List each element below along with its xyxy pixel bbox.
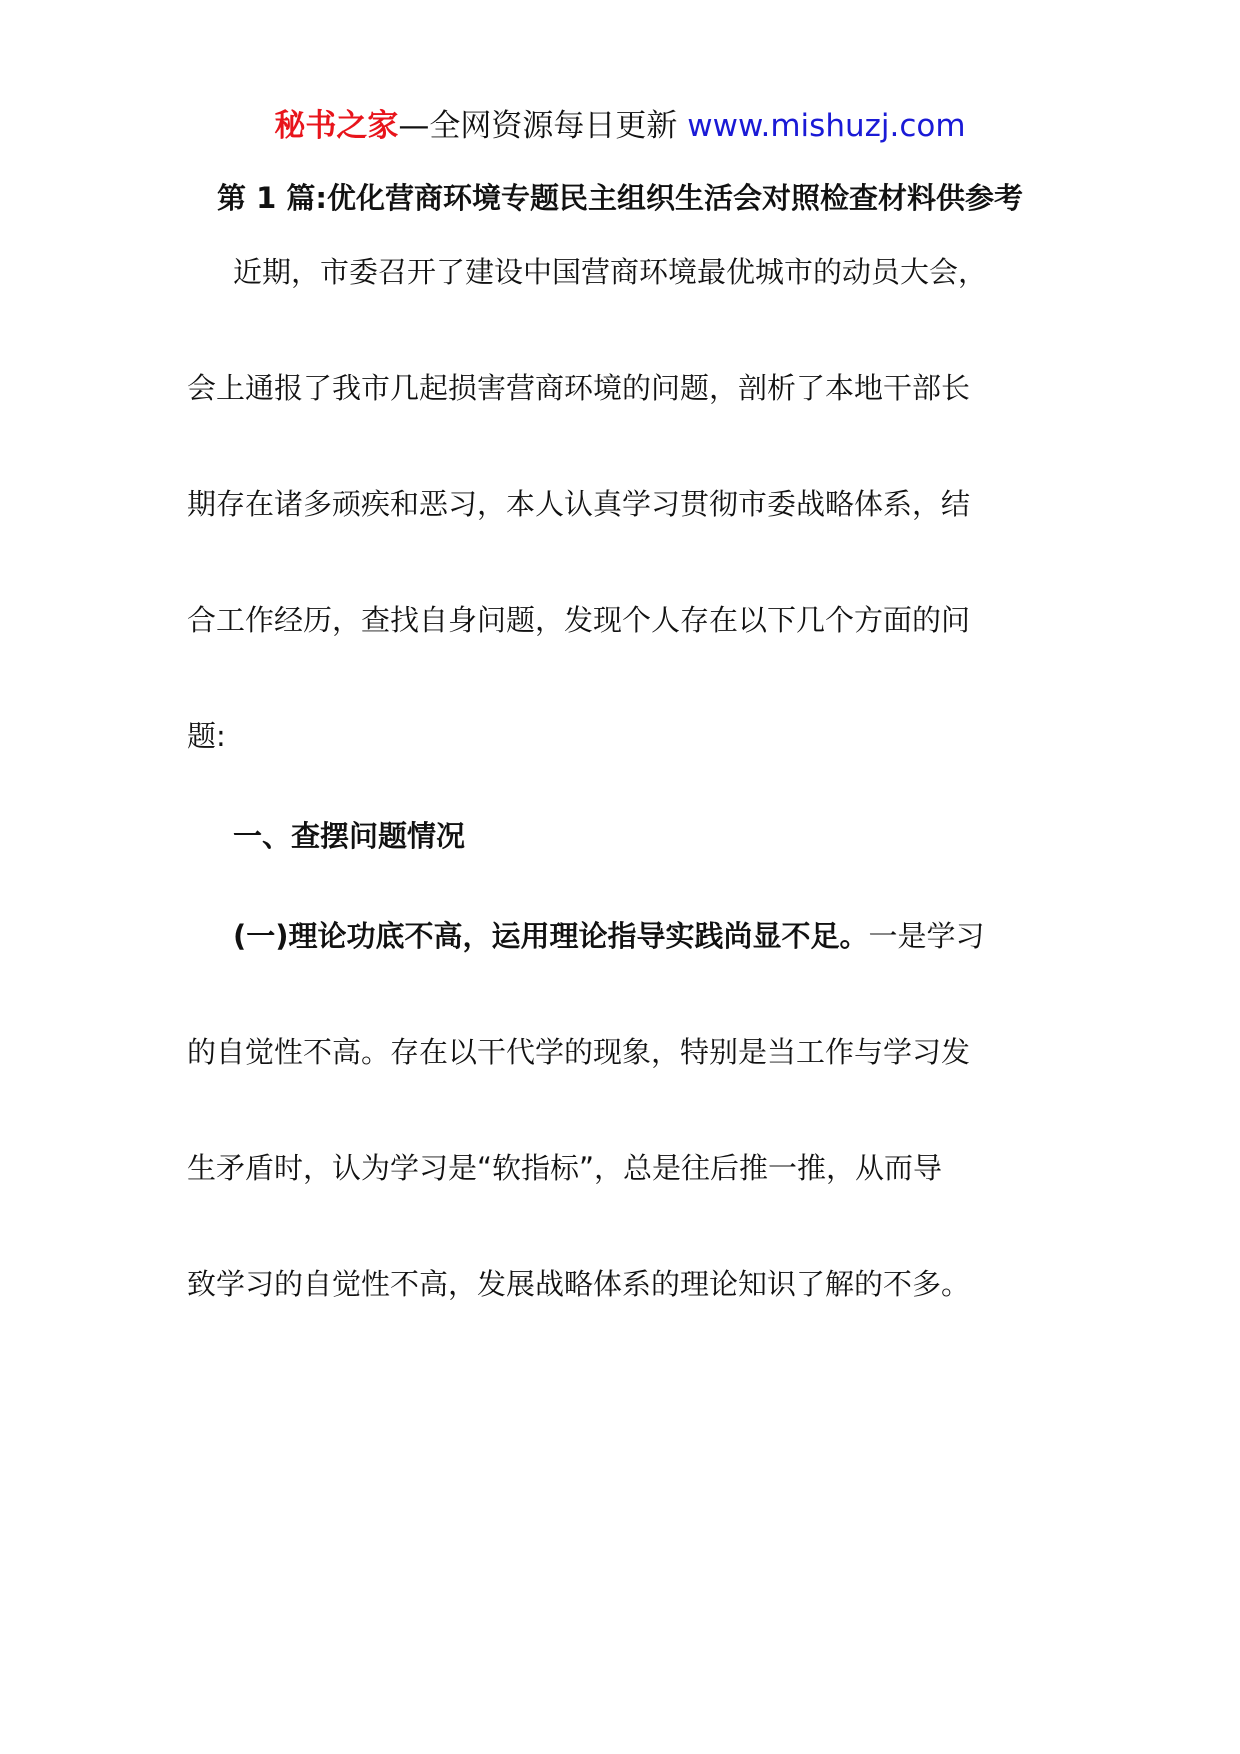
item-1-lead-text: 一是学习 bbox=[868, 919, 985, 953]
item-1-first-line bbox=[233, 916, 985, 956]
header-tagline: —全网资源每日更新 bbox=[398, 108, 688, 144]
item-1-line-4: 致学习的自觉性不高，发展战略体系的理论知识了解的不多。 bbox=[187, 1267, 971, 1301]
site-header bbox=[0, 104, 1240, 148]
item-1-line-2: 的自觉性不高。存在以干代学的现象，特别是当工作与学习发 bbox=[187, 1035, 971, 1069]
intro-line-3: 期存在诸多顽疾和恶习，本人认真学习贯彻市委战略体系，结 bbox=[187, 487, 971, 521]
item-1-bold-title: (一)理论功底不高，运用理论指导实践尚显不足。 bbox=[233, 919, 869, 953]
site-url-link[interactable]: www.mishuzj.com bbox=[687, 108, 966, 144]
intro-line-4: 合工作经历，查找自身问题，发现个人存在以下几个方面的问 bbox=[187, 603, 971, 637]
section-heading: 一、查摆问题情况 bbox=[233, 819, 466, 853]
document-title: 第 1 篇:优化营商环境专题民主组织生活会对照检查材料供参考 bbox=[217, 181, 1023, 215]
intro-line-2: 会上通报了我市几起损害营商环境的问题，剖析了本地干部长 bbox=[187, 371, 971, 405]
brand-name: 秘书之家 bbox=[274, 108, 399, 144]
intro-line-1: 近期，市委召开了建设中国营商环境最优城市的动员大会， bbox=[233, 255, 988, 289]
intro-line-5: 题: bbox=[187, 719, 226, 753]
item-1-line-3: 生矛盾时，认为学习是“软指标”，总是往后推一推，从而导 bbox=[187, 1151, 943, 1185]
